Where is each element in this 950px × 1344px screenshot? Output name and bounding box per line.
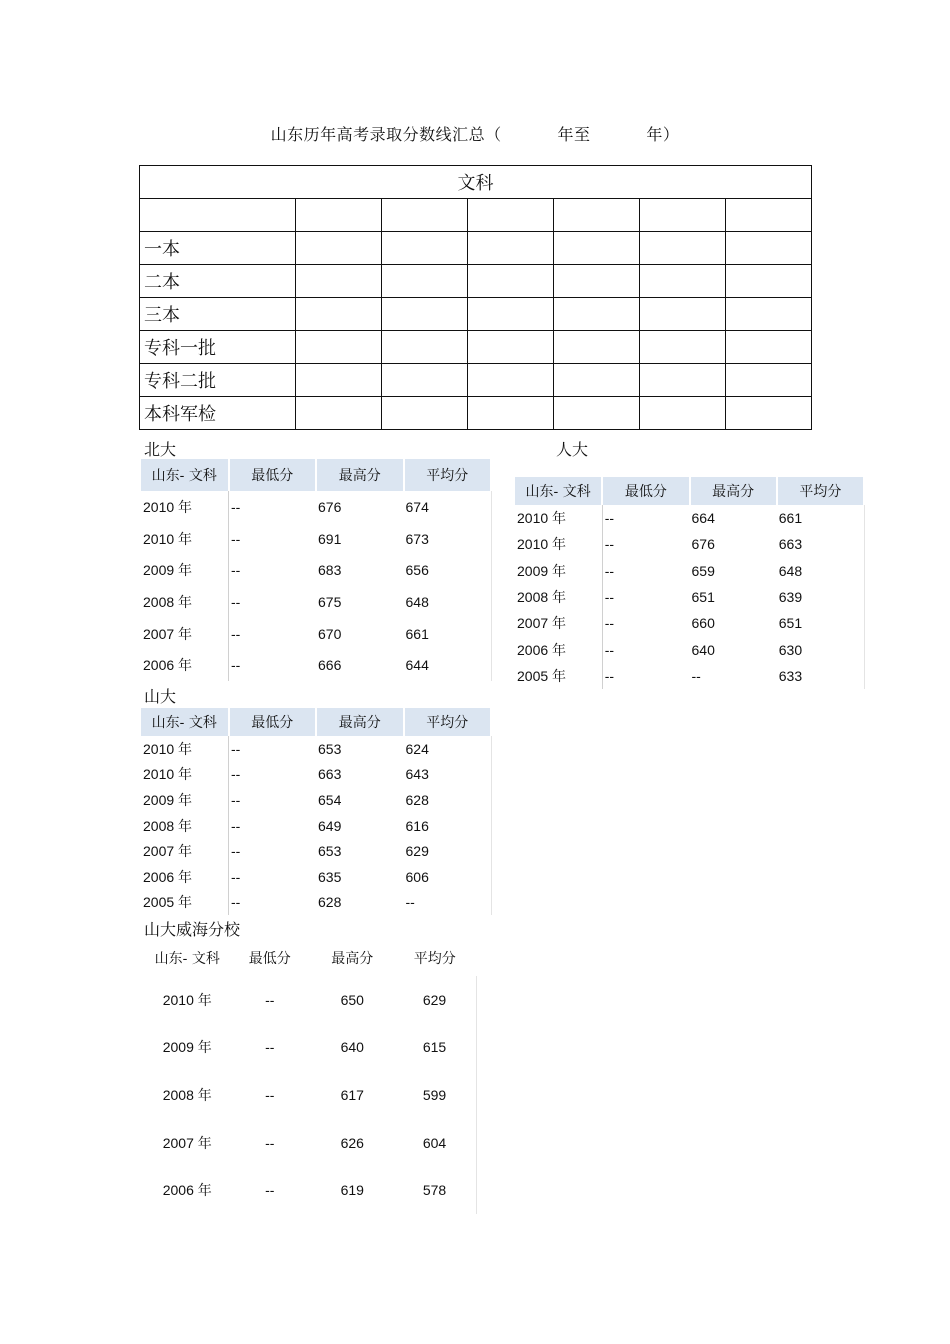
table-row	[146, 1119, 476, 1167]
summary-row	[140, 298, 812, 331]
summary-cell	[382, 298, 468, 331]
min-score-cell: --	[231, 740, 241, 757]
min-score-cell: --	[604, 510, 615, 527]
table-header-row	[515, 477, 864, 505]
table-row	[141, 838, 491, 864]
column-header: 最低分	[229, 459, 317, 491]
avg-score-cell: 615	[394, 1024, 477, 1072]
avg-score-cell: 639	[777, 584, 864, 610]
min-score-cell: --	[604, 562, 615, 579]
year-cell: 2010 年	[141, 491, 229, 523]
max-score-cell: 664	[691, 510, 715, 527]
column-header: 最低分	[602, 477, 689, 505]
column-header: 山东- 文科	[154, 951, 220, 967]
table-row	[515, 636, 864, 662]
column-header: 最高分	[690, 477, 777, 505]
avg-score-cell: 643	[404, 762, 492, 788]
summary-cell	[296, 397, 382, 430]
column-header: 山东- 文科	[141, 708, 229, 736]
table-header-row	[141, 459, 491, 491]
min-score-cell: --	[265, 1086, 275, 1103]
min-score-cell: --	[231, 562, 241, 579]
max-score-cell: 653	[318, 740, 342, 757]
summary-row	[140, 397, 812, 430]
max-score-cell: 659	[691, 562, 715, 579]
avg-score-cell: 673	[404, 523, 492, 555]
max-score-cell: 650	[340, 991, 364, 1008]
summary-row-label: 本科军检	[140, 397, 296, 430]
table-row	[515, 558, 864, 584]
avg-score-cell: 629	[394, 976, 477, 1024]
max-score-cell: 670	[318, 625, 342, 642]
column-header: 最低分	[248, 951, 291, 967]
summary-cell	[640, 331, 726, 364]
year-cell: 2010 年	[515, 531, 602, 557]
max-score-cell: 649	[318, 817, 342, 834]
max-score-cell: 640	[691, 641, 715, 658]
summary-cell	[382, 397, 468, 430]
summary-heading-row	[140, 166, 812, 199]
section-label-shanda: 山大	[144, 687, 177, 706]
year-cell: 2006 年	[515, 636, 602, 662]
avg-score-cell: 644	[404, 649, 492, 681]
summary-cell	[468, 397, 554, 430]
summary-cell	[640, 232, 726, 265]
avg-score-cell: 606	[404, 864, 492, 890]
column-header: 最低分	[229, 708, 317, 736]
avg-score-cell: 599	[394, 1071, 477, 1119]
year-cell: 2007 年	[162, 1134, 212, 1151]
table-row	[141, 762, 491, 788]
column-header: 平均分	[413, 951, 456, 967]
min-score-cell: --	[265, 1134, 275, 1151]
min-score-cell: --	[604, 667, 615, 684]
summary-row-label: 二本	[140, 265, 296, 298]
summary-cell	[468, 298, 554, 331]
summary-cell	[554, 298, 640, 331]
title-suffix: 年）	[646, 125, 680, 144]
year-cell: 2005 年	[141, 890, 229, 916]
summary-cell	[382, 265, 468, 298]
table-row	[515, 610, 864, 636]
year-cell: 2008 年	[141, 586, 229, 618]
summary-cell	[382, 331, 468, 364]
summary-cell	[468, 265, 554, 298]
max-score-cell: 654	[318, 791, 342, 808]
summary-cell	[554, 265, 640, 298]
summary-cell	[640, 265, 726, 298]
max-score-cell: 666	[318, 657, 342, 674]
section-label-weihai: 山大威海分校	[144, 920, 241, 939]
summary-row	[140, 265, 812, 298]
avg-score-cell: 628	[404, 787, 492, 813]
summary-cell	[640, 397, 726, 430]
avg-score-cell: 616	[404, 813, 492, 839]
year-cell: 2010 年	[162, 991, 212, 1008]
summary-cell	[296, 298, 382, 331]
max-score-cell: 683	[318, 562, 342, 579]
table-row	[515, 505, 864, 531]
summary-cell	[296, 232, 382, 265]
summary-cell	[468, 331, 554, 364]
avg-score-cell: --	[404, 890, 492, 916]
section-label-beida: 北大	[144, 440, 177, 459]
min-score-cell: --	[231, 766, 241, 783]
summary-cell	[296, 364, 382, 397]
year-cell: 2010 年	[141, 736, 229, 762]
summary-row-label: 三本	[140, 298, 296, 331]
max-score-cell: 626	[340, 1134, 364, 1151]
table-header-row	[146, 940, 476, 976]
min-score-cell: --	[231, 843, 241, 860]
section-label-renda: 人大	[556, 440, 589, 459]
min-score-cell: --	[604, 615, 615, 632]
summary-heading: 文科	[140, 166, 812, 199]
table-row	[141, 787, 491, 813]
summary-row-label: 一本	[140, 232, 296, 265]
column-header: 山东- 文科	[141, 459, 229, 491]
avg-score-cell: 651	[777, 610, 864, 636]
summary-cell	[468, 232, 554, 265]
max-score-cell: 619	[340, 1182, 364, 1199]
table-row	[141, 736, 491, 762]
summary-row	[140, 232, 812, 265]
score-table-weihai	[146, 940, 477, 1214]
max-score-cell: 660	[691, 615, 715, 632]
column-header: 最高分	[316, 708, 404, 736]
column-header: 平均分	[777, 477, 864, 505]
summary-cell	[382, 364, 468, 397]
min-score-cell: --	[231, 593, 241, 610]
year-cell: 2009 年	[141, 554, 229, 586]
min-score-cell: --	[604, 536, 615, 553]
summary-cell	[554, 364, 640, 397]
year-cell: 2007 年	[515, 610, 602, 636]
summary-cell	[726, 397, 812, 430]
max-score-cell: 651	[691, 589, 715, 606]
summary-cell	[640, 364, 726, 397]
max-score-cell: --	[691, 667, 701, 684]
avg-score-cell: 663	[777, 531, 864, 557]
table-row	[141, 554, 491, 586]
column-header: 最高分	[331, 951, 374, 967]
column-header: 最高分	[316, 459, 404, 491]
min-score-cell: --	[231, 868, 241, 885]
summary-cell	[554, 232, 640, 265]
score-table-renda	[515, 477, 865, 689]
score-table-shanda	[141, 708, 492, 915]
year-cell: 2008 年	[162, 1086, 212, 1103]
year-cell: 2006 年	[141, 864, 229, 890]
min-score-cell: --	[231, 894, 241, 911]
table-row	[515, 531, 864, 557]
min-score-cell: --	[231, 791, 241, 808]
summary-cell	[554, 397, 640, 430]
avg-score-cell: 674	[404, 491, 492, 523]
score-table-beida	[141, 459, 492, 681]
summary-table	[139, 165, 812, 430]
min-score-cell: --	[231, 498, 241, 515]
avg-score-cell: 629	[404, 838, 492, 864]
summary-cell	[726, 265, 812, 298]
table-row	[141, 813, 491, 839]
summary-row-label: 专科一批	[140, 331, 296, 364]
summary-cell	[726, 298, 812, 331]
year-cell: 2006 年	[141, 649, 229, 681]
avg-score-cell: 648	[777, 558, 864, 584]
summary-cell	[382, 232, 468, 265]
max-score-cell: 640	[340, 1039, 364, 1056]
table-row	[515, 663, 864, 689]
table-row	[515, 584, 864, 610]
max-score-cell: 675	[318, 593, 342, 610]
summary-row-label: 专科二批	[140, 364, 296, 397]
max-score-cell: 676	[691, 536, 715, 553]
year-cell: 2010 年	[141, 762, 229, 788]
avg-score-cell: 624	[404, 736, 492, 762]
column-header: 平均分	[404, 708, 492, 736]
table-row	[141, 586, 491, 618]
page-title	[0, 122, 950, 145]
min-score-cell: --	[265, 1182, 275, 1199]
max-score-cell: 617	[340, 1086, 364, 1103]
table-row	[141, 618, 491, 650]
table-row	[141, 491, 491, 523]
min-score-cell: --	[265, 991, 275, 1008]
table-row	[141, 649, 491, 681]
min-score-cell: --	[231, 657, 241, 674]
min-score-cell: --	[604, 589, 615, 606]
table-row	[141, 523, 491, 555]
year-cell: 2006 年	[162, 1182, 212, 1199]
year-cell: 2007 年	[141, 838, 229, 864]
summary-row	[140, 331, 812, 364]
summary-row	[140, 364, 812, 397]
avg-score-cell: 604	[394, 1119, 477, 1167]
summary-cell	[296, 331, 382, 364]
avg-score-cell: 578	[394, 1166, 477, 1214]
max-score-cell: 676	[318, 498, 342, 515]
summary-cell	[554, 331, 640, 364]
summary-cell	[640, 298, 726, 331]
avg-score-cell: 661	[777, 505, 864, 531]
title-prefix: 山东历年高考录取分数线汇总（	[270, 125, 502, 144]
avg-score-cell: 630	[777, 636, 864, 662]
column-header: 平均分	[404, 459, 492, 491]
summary-cell	[726, 232, 812, 265]
year-cell: 2010 年	[141, 523, 229, 555]
year-cell: 2005 年	[515, 663, 602, 689]
year-cell: 2008 年	[141, 813, 229, 839]
summary-cell	[726, 364, 812, 397]
max-score-cell: 628	[318, 894, 342, 911]
table-row	[146, 1071, 476, 1119]
max-score-cell: 653	[318, 843, 342, 860]
title-mid: 年至	[557, 125, 591, 144]
table-row	[141, 890, 491, 916]
min-score-cell: --	[265, 1039, 275, 1056]
avg-score-cell: 661	[404, 618, 492, 650]
avg-score-cell: 656	[404, 554, 492, 586]
year-cell: 2009 年	[162, 1039, 212, 1056]
column-header: 山东- 文科	[515, 477, 602, 505]
max-score-cell: 635	[318, 868, 342, 885]
min-score-cell: --	[231, 817, 241, 834]
table-header-row	[141, 708, 491, 736]
year-cell: 2009 年	[515, 558, 602, 584]
table-row	[146, 976, 476, 1024]
summary-cell	[726, 331, 812, 364]
avg-score-cell: 633	[777, 663, 864, 689]
table-row	[146, 1024, 476, 1072]
year-cell: 2010 年	[515, 505, 602, 531]
max-score-cell: 663	[318, 766, 342, 783]
summary-header-row	[140, 199, 812, 232]
year-cell: 2008 年	[515, 584, 602, 610]
summary-cell	[468, 364, 554, 397]
min-score-cell: --	[231, 530, 241, 547]
year-cell: 2009 年	[141, 787, 229, 813]
summary-cell	[296, 265, 382, 298]
table-row	[146, 1166, 476, 1214]
table-row	[141, 864, 491, 890]
min-score-cell: --	[231, 625, 241, 642]
max-score-cell: 691	[318, 530, 342, 547]
avg-score-cell: 648	[404, 586, 492, 618]
min-score-cell: --	[604, 641, 615, 658]
year-cell: 2007 年	[141, 618, 229, 650]
